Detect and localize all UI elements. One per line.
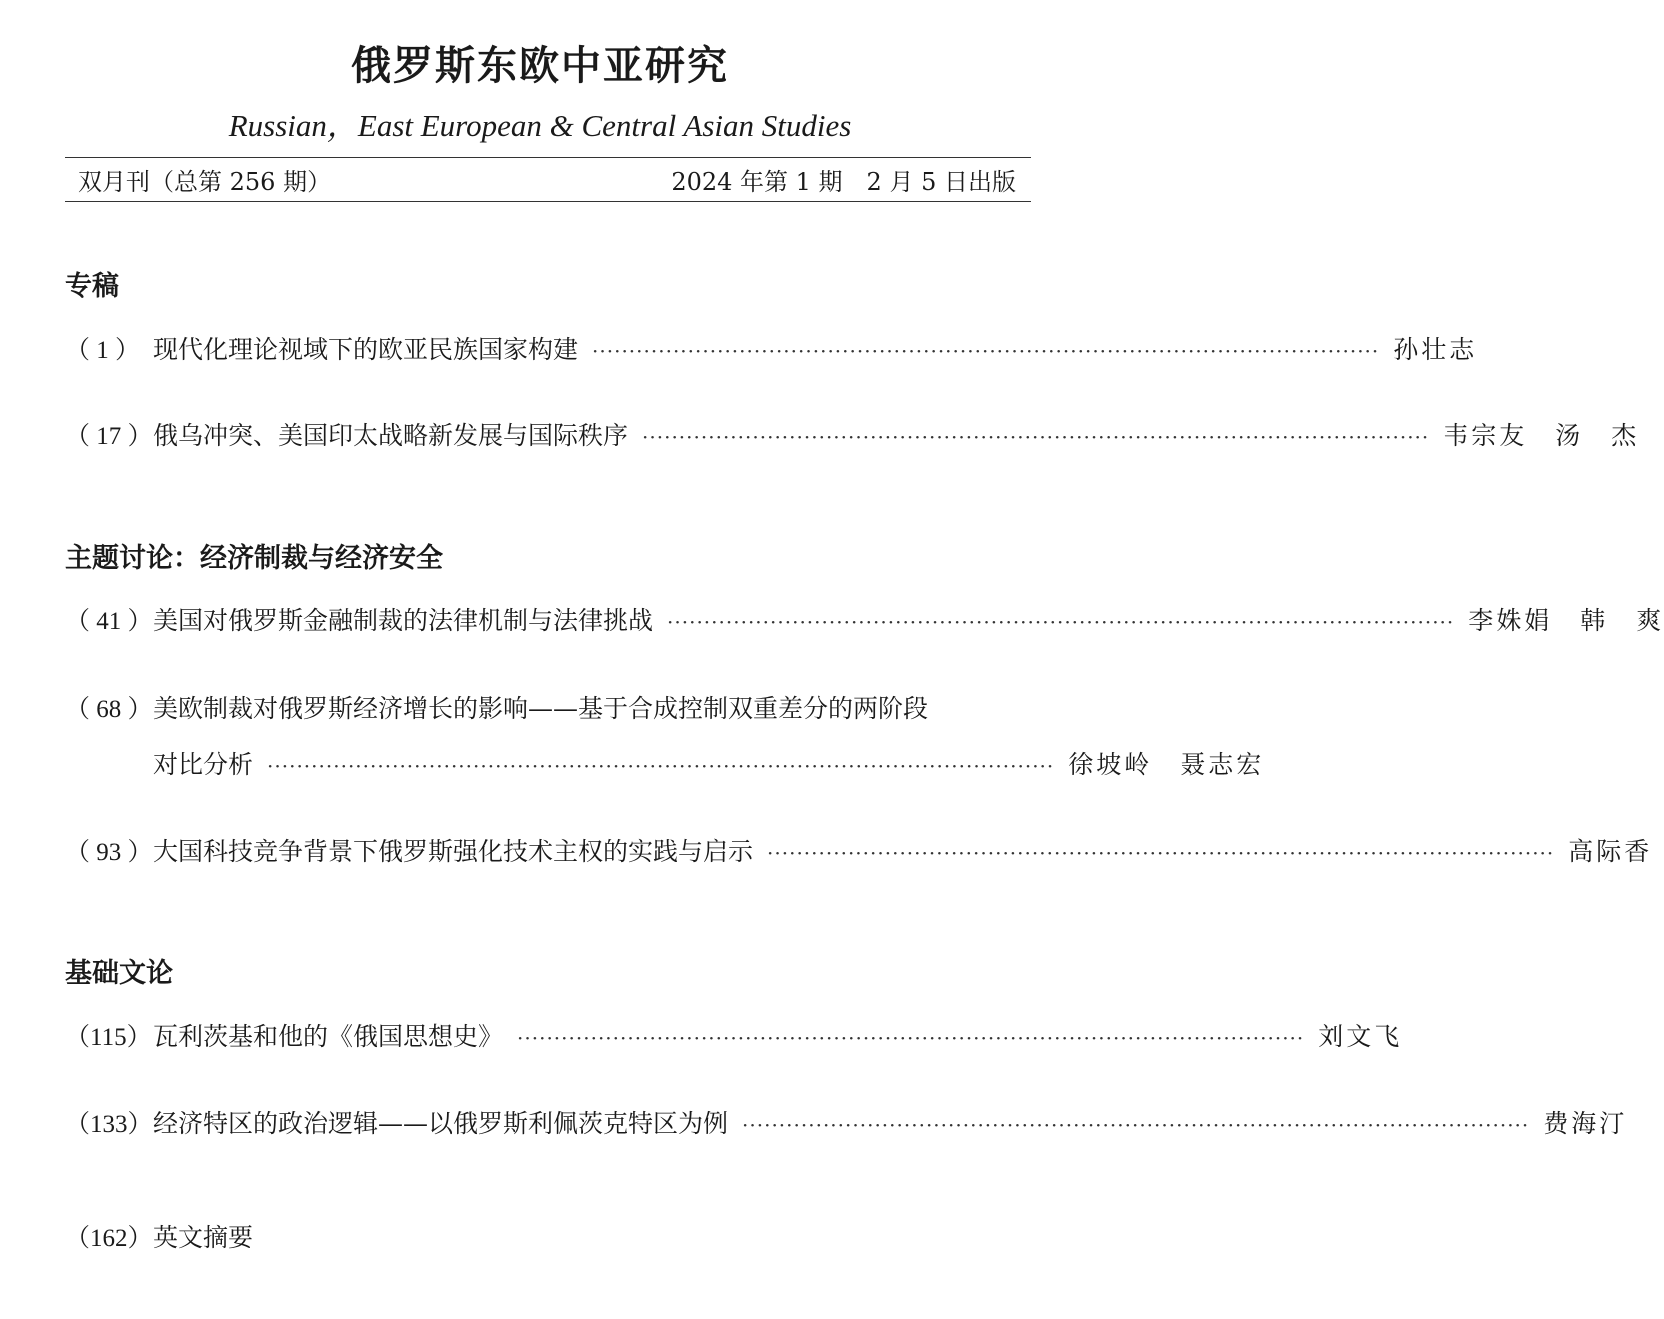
bottom-rule bbox=[65, 201, 1031, 202]
page-number: （115） bbox=[65, 1024, 152, 1051]
article-author: 刘文飞 bbox=[1318, 1022, 1403, 1051]
page-number: （ 68 ） bbox=[65, 696, 153, 723]
toc-entry-continuation[interactable] bbox=[65, 745, 1265, 779]
page-number: （162） bbox=[65, 1225, 153, 1252]
article-author: 韦宗友 汤 杰 bbox=[1443, 421, 1640, 450]
page-number: （ 93 ） bbox=[65, 839, 153, 866]
toc-entry[interactable] bbox=[65, 832, 1653, 866]
article-title: 经济特区的政治逻辑——以俄罗斯利佩茨克特区为例 bbox=[153, 1109, 729, 1138]
journal-title-en: Russian，East European & Central Asian Studies bbox=[228, 108, 852, 143]
toc-entry[interactable] bbox=[65, 1017, 1403, 1051]
dot-leader: ··········································································································· bbox=[742, 1113, 1530, 1137]
article-author: 孙壮志 bbox=[1393, 335, 1478, 364]
toc-entry[interactable] bbox=[65, 330, 1478, 364]
section-heading: 专稿 bbox=[65, 271, 119, 302]
article-title: 现代化理论视域下的欧亚民族国家构建 bbox=[153, 335, 579, 364]
top-rule bbox=[65, 157, 1031, 158]
toc-entry[interactable] bbox=[65, 1104, 1628, 1138]
article-author: 高际香 bbox=[1568, 837, 1653, 866]
toc-entry[interactable] bbox=[65, 1218, 1031, 1252]
article-title: 英文摘要 bbox=[153, 1223, 254, 1252]
journal-title-cn: 俄罗斯东欧中亚研究 bbox=[351, 42, 729, 89]
dot-leader: ··········································································································· bbox=[267, 754, 1055, 778]
article-title: 美欧制裁对俄罗斯经济增长的影响——基于合成控制双重差分的两阶段 bbox=[153, 694, 929, 723]
page-number: （ 41 ） bbox=[65, 608, 153, 635]
section-heading: 基础文论 bbox=[65, 958, 173, 989]
toc-entry[interactable] bbox=[65, 416, 1640, 450]
page-number: （ 1 ） bbox=[65, 337, 141, 364]
article-title: 俄乌冲突、美国印太战略新发展与国际秩序 bbox=[153, 421, 629, 450]
dot-leader: ··········································································································· bbox=[517, 1026, 1305, 1050]
dot-leader: ··········································································································· bbox=[767, 841, 1555, 865]
article-title: 美国对俄罗斯金融制裁的法律机制与法律挑战 bbox=[153, 606, 654, 635]
dot-leader: ··········································································································· bbox=[667, 610, 1455, 634]
article-title: 瓦利茨基和他的《俄国思想史》 bbox=[153, 1022, 504, 1051]
dot-leader: ··········································································································· bbox=[642, 425, 1430, 449]
issue-date: 2024 年第 1 期 2 月 5 日出版 bbox=[671, 168, 1016, 196]
article-title: 大国科技竞争背景下俄罗斯强化技术主权的实践与启示 bbox=[153, 837, 754, 866]
article-title-continued: 对比分析 bbox=[153, 750, 254, 779]
issue-frequency: 双月刊（总第 256 期） bbox=[78, 168, 332, 196]
article-author: 费海汀 bbox=[1543, 1109, 1628, 1138]
page-number: （ 17 ） bbox=[65, 423, 153, 450]
toc-entry[interactable] bbox=[65, 689, 1031, 723]
page-number: （133） bbox=[65, 1111, 153, 1138]
article-author: 徐坡岭 聂志宏 bbox=[1068, 750, 1265, 779]
section-heading: 主题讨论：经济制裁与经济安全 bbox=[65, 543, 443, 574]
dot-leader: ··········································································································· bbox=[592, 339, 1380, 363]
article-author: 李姝娟 韩 爽 bbox=[1468, 606, 1664, 635]
toc-entry[interactable] bbox=[65, 601, 1664, 635]
